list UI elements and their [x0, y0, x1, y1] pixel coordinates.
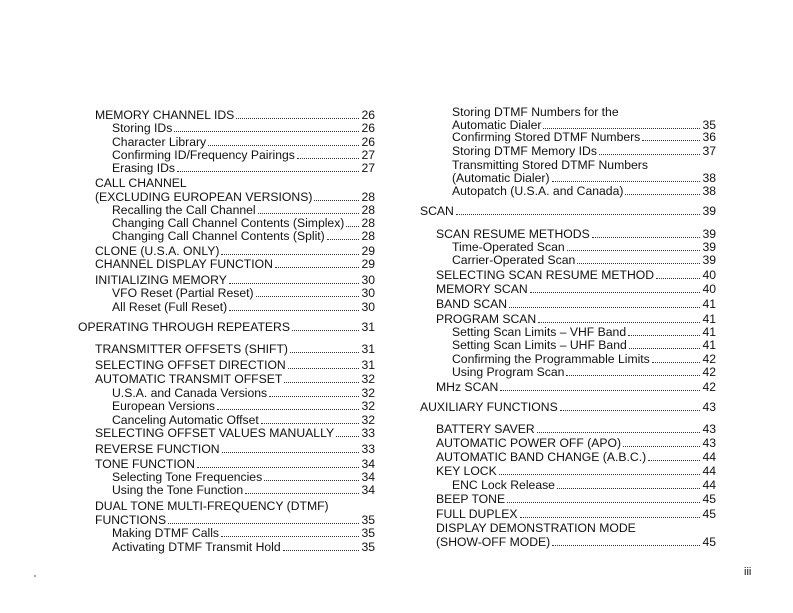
- dot-leader: [599, 145, 700, 155]
- toc-entry-label: MEMORY SCAN: [436, 282, 528, 296]
- dot-leader: [557, 479, 700, 489]
- dot-leader: [275, 258, 359, 268]
- toc-entry: [452, 158, 716, 172]
- dot-leader: [520, 508, 700, 518]
- toc-entry-page: 33: [361, 426, 375, 440]
- toc-entry-page: 39: [702, 204, 716, 218]
- dot-leader: [327, 230, 359, 240]
- toc-entry-page: 39: [702, 227, 716, 241]
- toc-entry: [452, 105, 716, 119]
- toc-entry: [112, 413, 375, 427]
- toc-entry-label: AUXILIARY FUNCTIONS: [420, 400, 558, 414]
- toc-entry-page: 26: [361, 121, 375, 135]
- toc-entry-page: 41: [702, 312, 716, 326]
- toc-entry-page: 32: [361, 399, 375, 413]
- toc-entry-label: BATTERY SAVER: [436, 422, 535, 436]
- toc-entry: [95, 190, 375, 204]
- toc-entry: [95, 342, 375, 356]
- dot-leader: [261, 414, 359, 424]
- toc-entry-page: 34: [361, 470, 375, 484]
- dot-leader: [221, 245, 359, 255]
- toc-entry: [452, 352, 716, 366]
- toc-entry-page: 30: [361, 286, 375, 300]
- toc-entry-page: 28: [361, 190, 375, 204]
- toc-entry: [112, 386, 375, 400]
- toc-entry-label: Setting Scan Limits – VHF Band: [452, 325, 627, 339]
- toc-entry-label: All Reset (Full Reset): [112, 300, 228, 314]
- toc-entry-label: (SHOW-OFF MODE): [436, 535, 551, 549]
- toc-entry-page: 37: [702, 144, 716, 158]
- toc-entry: [78, 320, 375, 334]
- toc-entry-label: TONE FUNCTION: [95, 457, 195, 471]
- dot-leader: [499, 465, 700, 475]
- toc-entry: [436, 436, 716, 450]
- dot-leader: [284, 373, 359, 383]
- toc-entry: [112, 216, 375, 230]
- toc-entry-label: MHz SCAN: [436, 380, 499, 394]
- toc-entry-label: REVERSE FUNCTION: [95, 442, 220, 456]
- toc-entry-label: U.S.A. and Canada Versions: [112, 386, 268, 400]
- dot-leader: [577, 254, 700, 264]
- toc-entry-label: SELECTING SCAN RESUME METHOD: [436, 268, 655, 282]
- toc-entry-label: BAND SCAN: [436, 297, 508, 311]
- toc-entry-page: 38: [702, 184, 716, 198]
- toc-entry-label: SCAN: [420, 204, 454, 218]
- toc-entry-label: Confirming the Programmable Limits: [452, 352, 650, 366]
- dot-leader: [336, 427, 359, 437]
- toc-entry-label: KEY LOCK: [436, 464, 497, 478]
- toc-entry-label: Automatic Dialer: [452, 118, 542, 132]
- toc-entry: [452, 130, 716, 144]
- toc-entry-page: 44: [702, 450, 716, 464]
- toc-entry-label: FULL DUPLEX: [436, 507, 518, 521]
- dot-leader: [552, 172, 700, 182]
- toc-entry-label: Activating DTMF Transmit Hold: [112, 540, 281, 554]
- toc-entry-page: 35: [702, 118, 716, 132]
- toc-entry-label: OPERATING THROUGH REPEATERS: [78, 320, 290, 334]
- toc-entry-page: 38: [702, 171, 716, 185]
- dot-leader: [297, 149, 359, 159]
- toc-entry-label: FUNCTIONS: [95, 513, 167, 527]
- toc-entry-label: Changing Call Channel Contents (Simplex): [112, 216, 345, 230]
- toc-entry-label: Storing DTMF Numbers for the: [452, 105, 619, 119]
- toc-entry: [436, 507, 716, 521]
- toc-entry: [452, 338, 716, 352]
- toc-entry-page: 32: [361, 386, 375, 400]
- toc-entry-label: Storing IDs: [112, 121, 173, 135]
- toc-entry-label: Changing Call Channel Contents (Split): [112, 229, 325, 243]
- toc-entry-page: 39: [702, 253, 716, 267]
- toc-entry: [452, 365, 716, 379]
- toc-entry-label: Carrier-Operated Scan: [452, 253, 576, 267]
- toc-entry-page: 26: [361, 135, 375, 149]
- toc-entry-label: CLONE (U.S.A. ONLY): [95, 244, 220, 258]
- toc-entry: [95, 499, 375, 513]
- toc-entry: [420, 204, 716, 218]
- toc-entry-page: 27: [361, 161, 375, 175]
- toc-entry: [436, 380, 716, 394]
- toc-entry: [112, 229, 375, 243]
- dot-leader: [245, 484, 359, 494]
- toc-entry: [95, 358, 375, 372]
- toc-entry-page: 36: [702, 130, 716, 144]
- dot-leader: [217, 400, 359, 410]
- toc-entry-label: AUTOMATIC BAND CHANGE (A.B.C.): [436, 450, 647, 464]
- toc-entry-label: Using the Tone Function: [112, 483, 244, 497]
- toc-entry-page: 41: [702, 325, 716, 339]
- toc-entry-label: Confirming ID/Frequency Pairings: [112, 148, 295, 162]
- toc-entry: [112, 526, 375, 540]
- toc-entry-label: MEMORY CHANNEL IDS: [95, 108, 235, 122]
- toc-entry-page: 40: [702, 268, 716, 282]
- toc-entry-label: AUTOMATIC POWER OFF (APO): [436, 436, 622, 450]
- toc-entry-page: 29: [361, 257, 375, 271]
- toc-entry-label: Storing DTMF Memory IDs: [452, 144, 597, 158]
- toc-entry-page: 28: [361, 216, 375, 230]
- toc-entry-label: Character Library: [112, 135, 207, 149]
- toc-entry: [420, 400, 716, 414]
- dot-leader: [656, 269, 700, 279]
- toc-entry-page: 45: [702, 507, 716, 521]
- toc-entry-page: 35: [361, 513, 375, 527]
- toc-entry-label: DISPLAY DEMONSTRATION MODE: [436, 521, 636, 535]
- dot-leader: [648, 451, 700, 461]
- toc-entry-page: 45: [702, 492, 716, 506]
- toc-entry: [112, 148, 375, 162]
- toc-entry-label: TRANSMITTER OFFSETS (SHIFT): [95, 342, 288, 356]
- toc-entry-page: 34: [361, 457, 375, 471]
- toc-entry: [95, 372, 375, 386]
- toc-entry-page: 40: [702, 282, 716, 296]
- dot-leader: [229, 301, 359, 311]
- toc-entry: [112, 470, 375, 484]
- toc-entry-page: 28: [361, 229, 375, 243]
- dot-leader: [652, 353, 700, 363]
- dot-leader: [174, 122, 359, 132]
- dot-leader: [256, 287, 359, 297]
- dot-leader: [566, 366, 700, 376]
- toc-entry-label: CALL CHANNEL: [95, 176, 187, 190]
- dot-leader: [283, 541, 359, 551]
- page-number: iii: [744, 566, 752, 578]
- toc-entry: [452, 184, 716, 198]
- toc-entry-label: INITIALIZING MEMORY: [95, 273, 227, 287]
- toc-entry-label: Confirming Stored DTMF Numbers: [452, 130, 641, 144]
- toc-entry-label: Time-Operated Scan: [452, 240, 565, 254]
- dot-leader: [543, 119, 700, 129]
- toc-entry-page: 30: [361, 273, 375, 287]
- toc-entry: [112, 161, 375, 175]
- dot-leader: [264, 471, 359, 481]
- toc-entry: [95, 426, 375, 440]
- toc-entry: [436, 268, 716, 282]
- toc-entry-page: 44: [702, 464, 716, 478]
- toc-entry-label: SCAN RESUME METHODS: [436, 227, 590, 241]
- toc-entry-page: 43: [702, 436, 716, 450]
- toc-entry-label: Autopatch (U.S.A. and Canada): [452, 184, 624, 198]
- dot-leader: [625, 185, 700, 195]
- toc-entry-label: Canceling Automatic Offset: [112, 413, 259, 427]
- toc-entry: [452, 144, 716, 158]
- toc-entry: [112, 135, 375, 149]
- dot-leader: [592, 228, 700, 238]
- toc-entry-label: CHANNEL DISPLAY FUNCTION: [95, 257, 273, 271]
- toc-entry-label: (Automatic Dialer): [452, 171, 550, 185]
- toc-entry-page: 43: [702, 400, 716, 414]
- dot-leader: [314, 191, 359, 201]
- toc-entry-page: 27: [361, 148, 375, 162]
- toc-entry-label: Erasing IDs: [112, 161, 175, 175]
- toc-entry: [112, 399, 375, 413]
- dot-leader: [530, 283, 700, 293]
- toc-entry: [95, 513, 375, 527]
- toc-entry-label: AUTOMATIC TRANSMIT OFFSET: [95, 372, 283, 386]
- toc-entry: [95, 176, 375, 190]
- toc-entry: [95, 442, 375, 456]
- toc-entry: [452, 253, 716, 267]
- dot-leader: [221, 527, 359, 537]
- toc-entry-page: 42: [702, 352, 716, 366]
- toc-entry: [112, 540, 375, 554]
- dot-leader: [500, 381, 700, 391]
- toc-entry-label: VFO Reset (Partial Reset): [112, 286, 254, 300]
- toc-entry-page: 39: [702, 240, 716, 254]
- toc-entry-label: Setting Scan Limits – UHF Band: [452, 338, 627, 352]
- toc-entry-page: 33: [361, 442, 375, 456]
- toc-entry: [112, 300, 375, 314]
- toc-entry-label: European Versions: [112, 399, 215, 413]
- dot-leader: [269, 387, 359, 397]
- toc-entry-label: (EXCLUDING EUROPEAN VERSIONS): [95, 190, 313, 204]
- dot-leader: [537, 423, 700, 433]
- toc-entry: [436, 521, 716, 535]
- toc-entry-page: 41: [702, 338, 716, 352]
- toc-entry: [436, 312, 716, 326]
- toc-entry: [436, 227, 716, 241]
- toc-entry: [95, 257, 375, 271]
- toc-entry-label: Transmitting Stored DTMF Numbers: [452, 158, 648, 172]
- toc-entry: [436, 535, 716, 549]
- toc-entry: [436, 297, 716, 311]
- toc-entry-page: 42: [702, 380, 716, 394]
- toc-entry-label: ENC Lock Release: [452, 478, 555, 492]
- toc-entry-label: Using Program Scan: [452, 365, 565, 379]
- dot-leader: [236, 109, 359, 119]
- toc-entry-label: BEEP TONE: [436, 492, 506, 506]
- toc-entry-label: DUAL TONE MULTI-FREQUENCY (DTMF): [95, 499, 329, 513]
- toc-entry: [95, 273, 375, 287]
- toc-entry-page: 32: [361, 413, 375, 427]
- toc-entry-page: 28: [361, 203, 375, 217]
- toc-entry: [112, 203, 375, 217]
- toc-entry-page: 35: [361, 540, 375, 554]
- toc-entry: [452, 325, 716, 339]
- dot-leader: [629, 339, 700, 349]
- dot-leader: [229, 274, 359, 284]
- dot-leader: [560, 401, 700, 411]
- dot-leader: [197, 458, 359, 468]
- toc-entry-page: 41: [702, 297, 716, 311]
- toc-entry: [436, 282, 716, 296]
- dot-leader: [456, 205, 700, 215]
- toc-entry: [95, 244, 375, 258]
- dot-leader: [538, 313, 700, 323]
- toc-entry: [452, 240, 716, 254]
- toc-entry-page: 31: [361, 358, 375, 372]
- toc-entry-page: 32: [361, 372, 375, 386]
- dot-leader: [208, 136, 359, 146]
- dot-leader: [288, 359, 359, 369]
- toc-entry-label: Recalling the Call Channel: [112, 203, 256, 217]
- toc-entry: [452, 478, 716, 492]
- toc-entry-label: Selecting Tone Frequencies: [112, 470, 263, 484]
- dot-leader: [623, 437, 700, 447]
- dot-leader: [642, 131, 700, 141]
- toc-entry-page: 35: [361, 526, 375, 540]
- toc-entry: [112, 483, 375, 497]
- toc-entry-label: PROGRAM SCAN: [436, 312, 537, 326]
- margin-mark: [34, 575, 36, 577]
- dot-leader: [222, 443, 359, 453]
- toc-entry: [436, 492, 716, 506]
- toc-entry: [112, 286, 375, 300]
- toc-entry-page: 29: [361, 244, 375, 258]
- toc-entry-page: 31: [361, 342, 375, 356]
- toc-entry: [95, 108, 375, 122]
- toc-entry-label: SELECTING OFFSET DIRECTION: [95, 358, 286, 372]
- toc-entry-page: 26: [361, 108, 375, 122]
- toc-entry-label: SELECTING OFFSET VALUES MANUALLY: [95, 426, 335, 440]
- toc-entry: [436, 450, 716, 464]
- dot-leader: [567, 241, 700, 251]
- toc-entry: [436, 422, 716, 436]
- toc-entry-page: 42: [702, 365, 716, 379]
- toc-entry: [436, 464, 716, 478]
- dot-leader: [258, 204, 359, 214]
- toc-entry-page: 43: [702, 422, 716, 436]
- dot-leader: [346, 217, 359, 227]
- toc-entry: [95, 457, 375, 471]
- dot-leader: [168, 514, 359, 524]
- toc-entry: [112, 121, 375, 135]
- toc-entry: [452, 171, 716, 185]
- toc-entry-page: 31: [361, 320, 375, 334]
- dot-leader: [290, 343, 359, 353]
- toc-entry-page: 30: [361, 300, 375, 314]
- dot-leader: [552, 536, 700, 546]
- toc-entry-label: Making DTMF Calls: [112, 526, 219, 540]
- dot-leader: [507, 493, 700, 503]
- toc-entry-page: 45: [702, 535, 716, 549]
- toc-entry-page: 34: [361, 483, 375, 497]
- dot-leader: [628, 326, 700, 336]
- dot-leader: [177, 162, 359, 172]
- toc-entry-page: 44: [702, 478, 716, 492]
- dot-leader: [509, 298, 700, 308]
- dot-leader: [292, 321, 359, 331]
